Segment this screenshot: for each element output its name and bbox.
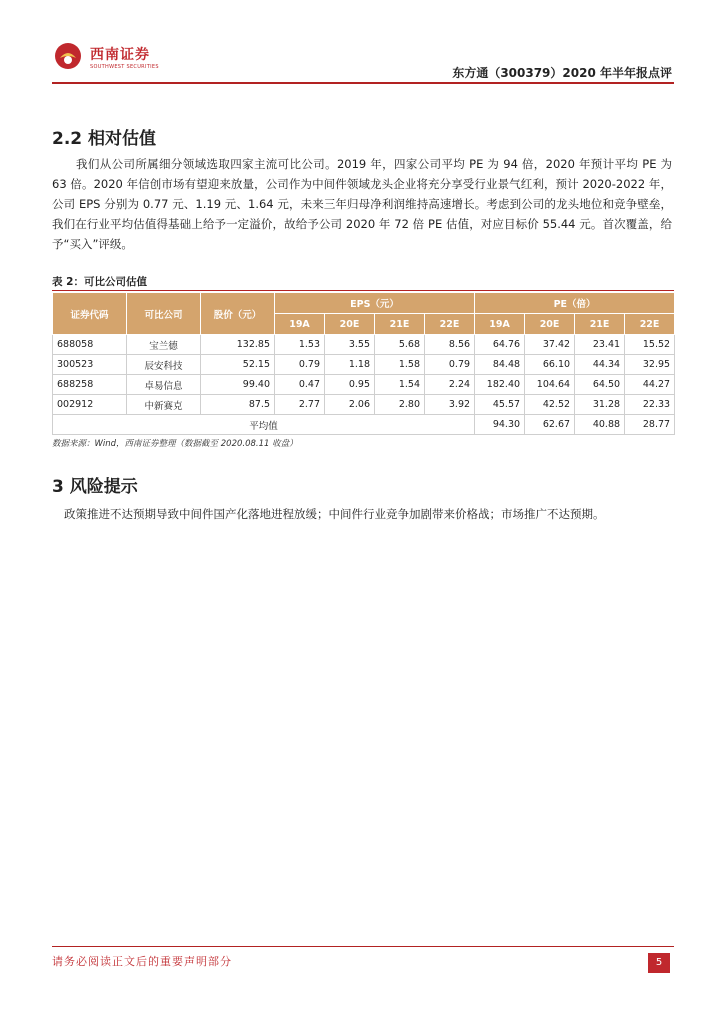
table-row bbox=[53, 335, 675, 355]
cell-eps: 3.92 bbox=[425, 395, 475, 415]
header-eps-year: 20E bbox=[325, 314, 375, 335]
cell-pe: 44.27 bbox=[625, 375, 675, 395]
header-pe-year: 22E bbox=[625, 314, 675, 335]
table-top-rule bbox=[52, 290, 674, 291]
header-eps: EPS（元） bbox=[275, 293, 475, 314]
cell-pe: 23.41 bbox=[575, 335, 625, 355]
cell-average-pe: 94.30 bbox=[475, 415, 525, 435]
cell-eps: 1.54 bbox=[375, 375, 425, 395]
header-pe-year: 19A bbox=[475, 314, 525, 335]
header-eps-year: 21E bbox=[375, 314, 425, 335]
cell-pe: 45.57 bbox=[475, 395, 525, 415]
cell-pe: 22.33 bbox=[625, 395, 675, 415]
cell-average-pe: 62.67 bbox=[525, 415, 575, 435]
cell-pe: 42.52 bbox=[525, 395, 575, 415]
cell-average-pe: 40.88 bbox=[575, 415, 625, 435]
header-price: 股价（元） bbox=[201, 293, 275, 335]
page-header bbox=[52, 40, 672, 80]
logo-mark-icon bbox=[54, 42, 82, 70]
company-logo bbox=[54, 40, 204, 76]
header-pe-year: 20E bbox=[525, 314, 575, 335]
cell-pe: 64.76 bbox=[475, 335, 525, 355]
cell-eps: 2.24 bbox=[425, 375, 475, 395]
logo-english-text: SOUTHWEST SECURITIES bbox=[90, 64, 159, 70]
cell-eps: 0.47 bbox=[275, 375, 325, 395]
footer-divider bbox=[52, 946, 674, 947]
table-header-row bbox=[53, 293, 675, 314]
table-average-row bbox=[53, 415, 675, 435]
cell-pe: 104.64 bbox=[525, 375, 575, 395]
cell-code: 688258 bbox=[53, 375, 127, 395]
cell-eps: 1.53 bbox=[275, 335, 325, 355]
cell-pe: 64.50 bbox=[575, 375, 625, 395]
cell-code: 300523 bbox=[53, 355, 127, 375]
table-caption: 表 2：可比公司估值 bbox=[52, 276, 147, 288]
logo-chinese-text: 西南证券 bbox=[90, 47, 150, 63]
cell-eps: 2.80 bbox=[375, 395, 425, 415]
report-title: 东方通（300379）2020 年半年报点评 bbox=[452, 66, 672, 80]
valuation-paragraph: 我们从公司所属细分领域选取四家主流可比公司。2019 年，四家公司平均 PE 为 94 倍，2020 年预计平均 PE 为 63 倍。2020 年信创市场有望迎来放量，公司作为中间件领域龙头企业将充分享受行业景气红利，预计 2020-2022 年，公司 EPS 分别为 0.77 元、1.19 元、1.64 元，未来三年归母净利润维持高速增长。考虑到公司的龙头地位和竞争壁垒，我们在行业平均估值得基础上给予一定溢价，故给予公司 2020 年 72 倍 PE 估值，对应目标价 55.44 元。首次覆盖，给予“买入”评级。 bbox=[52, 157, 672, 251]
header-pe-year: 21E bbox=[575, 314, 625, 335]
cell-pe: 37.42 bbox=[525, 335, 575, 355]
section-heading-relative-valuation: 2.2 相对估值 bbox=[52, 129, 157, 149]
cell-pe: 15.52 bbox=[625, 335, 675, 355]
cell-eps: 5.68 bbox=[375, 335, 425, 355]
risk-paragraph: 政策推进不达预期导致中间件国产化落地进程放缓；中间件行业竞争加剧带来价格战；市场推广不达预期。 bbox=[64, 507, 605, 521]
cell-eps: 0.79 bbox=[275, 355, 325, 375]
cell-eps: 2.77 bbox=[275, 395, 325, 415]
table-row bbox=[53, 355, 675, 375]
cell-eps: 1.18 bbox=[325, 355, 375, 375]
section-heading-risk: 3 风险提示 bbox=[52, 477, 138, 497]
footer-disclaimer: 请务必阅读正文后的重要声明部分 bbox=[52, 955, 232, 968]
cell-eps: 8.56 bbox=[425, 335, 475, 355]
cell-company: 辰安科技 bbox=[127, 355, 201, 375]
cell-company: 卓易信息 bbox=[127, 375, 201, 395]
cell-price: 99.40 bbox=[201, 375, 275, 395]
cell-pe: 182.40 bbox=[475, 375, 525, 395]
cell-eps: 3.55 bbox=[325, 335, 375, 355]
cell-price: 52.15 bbox=[201, 355, 275, 375]
cell-pe: 44.34 bbox=[575, 355, 625, 375]
cell-code: 002912 bbox=[53, 395, 127, 415]
cell-eps: 2.06 bbox=[325, 395, 375, 415]
cell-eps: 0.95 bbox=[325, 375, 375, 395]
cell-pe: 31.28 bbox=[575, 395, 625, 415]
cell-company: 中新赛克 bbox=[127, 395, 201, 415]
table-source-note: 数据来源：Wind，西南证券整理（数据截至 2020.08.11 收盘） bbox=[52, 439, 298, 449]
cell-price: 87.5 bbox=[201, 395, 275, 415]
header-code: 证券代码 bbox=[53, 293, 127, 335]
cell-average-label: 平均值 bbox=[53, 415, 475, 435]
cell-pe: 66.10 bbox=[525, 355, 575, 375]
header-pe: PE（倍） bbox=[475, 293, 675, 314]
cell-average-pe: 28.77 bbox=[625, 415, 675, 435]
header-eps-year: 19A bbox=[275, 314, 325, 335]
cell-code: 688058 bbox=[53, 335, 127, 355]
cell-price: 132.85 bbox=[201, 335, 275, 355]
comparable-companies-table bbox=[52, 292, 675, 435]
header-divider bbox=[52, 82, 674, 84]
cell-company: 宝兰德 bbox=[127, 335, 201, 355]
header-company: 可比公司 bbox=[127, 293, 201, 335]
table-row bbox=[53, 375, 675, 395]
cell-eps: 0.79 bbox=[425, 355, 475, 375]
header-eps-year: 22E bbox=[425, 314, 475, 335]
page-number: 5 bbox=[648, 953, 670, 973]
table-row bbox=[53, 395, 675, 415]
cell-pe: 84.48 bbox=[475, 355, 525, 375]
cell-pe: 32.95 bbox=[625, 355, 675, 375]
cell-eps: 1.58 bbox=[375, 355, 425, 375]
